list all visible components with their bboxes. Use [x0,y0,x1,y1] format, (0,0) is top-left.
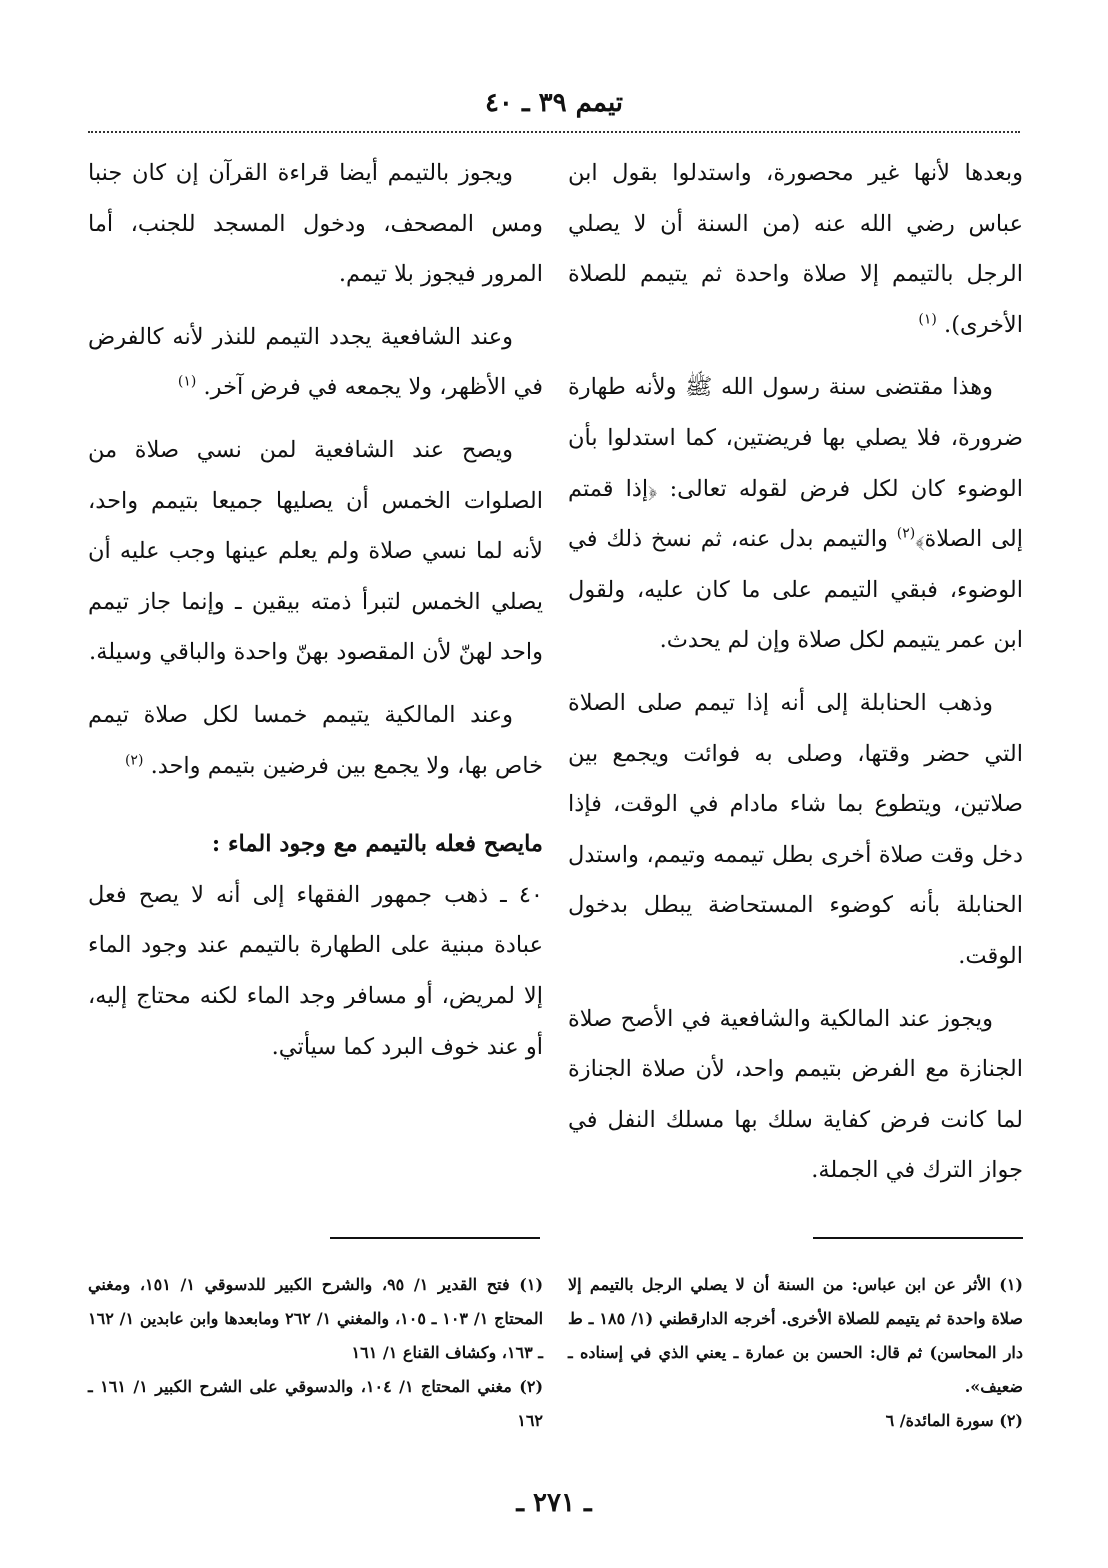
body-paragraph: وعند المالكية يتيمم خمسا لكل صلاة تيمم خاص بها، ولا يجمع بين فرضين بتيمم واحد. $^{(٢)}$ [88,701,543,779]
body-paragraph: ويجوز بالتيمم أيضا قراءة القرآن إن كان جنبا ومس المصحف، ودخول المسجد للجنب، أما المرور فيجوز بلا تيمم. [88,160,543,288]
section-heading: مايصح فعله بالتيمم مع وجود الماء : [211,831,543,858]
footnotes-left [88,1268,543,1438]
footnote: (١) الأثر عن ابن عباس: من السنة أن لا يصلي الرجل بالتيمم إلا صلاة واحدة ثم يتيمم للصلاة الأخرى. أخرجه الدارقطني (١/ ١٨٥ ـ ط دار المحاسن) ثم قال: الحسن بن عمارة ـ يعني الذي في إسناده ـ ضعيف». [568,1275,1024,1396]
footnote-ref: (١) [918,311,937,328]
left-column [88,148,543,1084]
footnote-ref: (٢) [896,525,916,542]
footnote: (٢) مغني المحتاج ١/ ١٠٤، والدسوقي على الشرح الكبير ١/ ١٦١ ـ ١٦٢ [88,1377,544,1430]
right-column [568,148,1023,1208]
page-number: ـ ٢٧١ ـ [516,1488,592,1518]
footnotes-right [568,1268,1023,1438]
footnote-ref: (٢) [124,752,144,769]
body-paragraph: وذهب الحنابلة إلى أنه إذا تيمم صلى الصلاة التي حضر وقتها، وصلى به فوائت ويجمع بين صلاتين، ويتطوع بما شاء مادام في الوقت، فإذا دخل وقت صلاة أخرى بطل تيممه وتيمم، واستدل الحنابلة بأنه كوضوء المستحاضة يبطل بدخول الوقت. [568,689,1023,969]
footnote-divider [813,1237,1023,1239]
body-paragraph: ويصح عند الشافعية لمن نسي صلاة من الصلوات الخمس أن يصليها جميعا بتيمم واحد، لأنه لما نسي صلاة ولم يعلم عينها وجب عليه أن يصلي الخمس لتبرأ ذمته بيقين ـ وإنما جاز تيمم واحد لهنّ لأن المقصود بهنّ واحدة والباقي وسيلة. [88,436,543,666]
header-divider [88,131,1020,133]
page-header: تيمم ٣٩ ـ ٤٠ [484,88,624,118]
body-paragraph: ويجوز عند المالكية والشافعية في الأصح صلاة الجنازة مع الفرض بتيمم واحد، لأن صلاة الجنازة لما كانت فرض كفاية سلك بها مسلك النفل في جواز الترك في الجملة. [568,1005,1023,1184]
body-paragraph: وعند الشافعية يجدد التيمم للنذر لأنه كالفرض في الأظهر، ولا يجمعه في فرض آخر. $^{(١)}$ [88,323,543,401]
footnote: (٢) سورة المائدة/ ٦ [885,1411,1023,1430]
body-paragraph: وهذا مقتضى سنة رسول الله ﷺ ولأنه طهارة ضرورة، فلا يصلي بها فريضتين، كما استدلوا بأن الوضوء كان لكل فرض لقوله تعالى: ﴿إذا قمتم إلى الصلاة﴾$^{(٢)}$ والتيمم بدل عنه، ثم نسخ ذلك في الوضوء، فبقي التيمم على ما كان عليه، ولقول ابن عمر يتيمم لكل صلاة وإن لم يحدث. [568,374,1023,654]
body-paragraph: وبعدها لأنها غير محصورة، واستدلوا بقول ابن عباس رضي الله عنه (من السنة أن لا يصلي الرجل بالتيمم إلا صلاة واحدة ثم يتيمم للصلاة الأخرى). $^{(١)}$ [568,160,1023,338]
footnote-ref: (١) [177,373,197,390]
footnote: (١) فتح القدير ١/ ٩٥، والشرح الكبير للدسوقي ١/ ١٥١، ومغني المحتاج ١/ ١٠٣ ـ ١٠٥، والمغني ١/ ٢٦٢ ومابعدها وابن عابدين ١/ ١٦٢ ـ ١٦٣، وكشاف القناع ١/ ١٦١ [88,1275,544,1362]
footnote-divider [330,1237,540,1239]
section-paragraph: ٤٠ ـ ذهب جمهور الفقهاء إلى أنه لا يصح فعل عبادة مبنية على الطهارة بالتيمم عند وجود الماء إلا لمريض، أو مسافر وجد الماء لكنه محتاج إليه، أو عند خوف البرد كما سيأتي. [88,881,543,1060]
